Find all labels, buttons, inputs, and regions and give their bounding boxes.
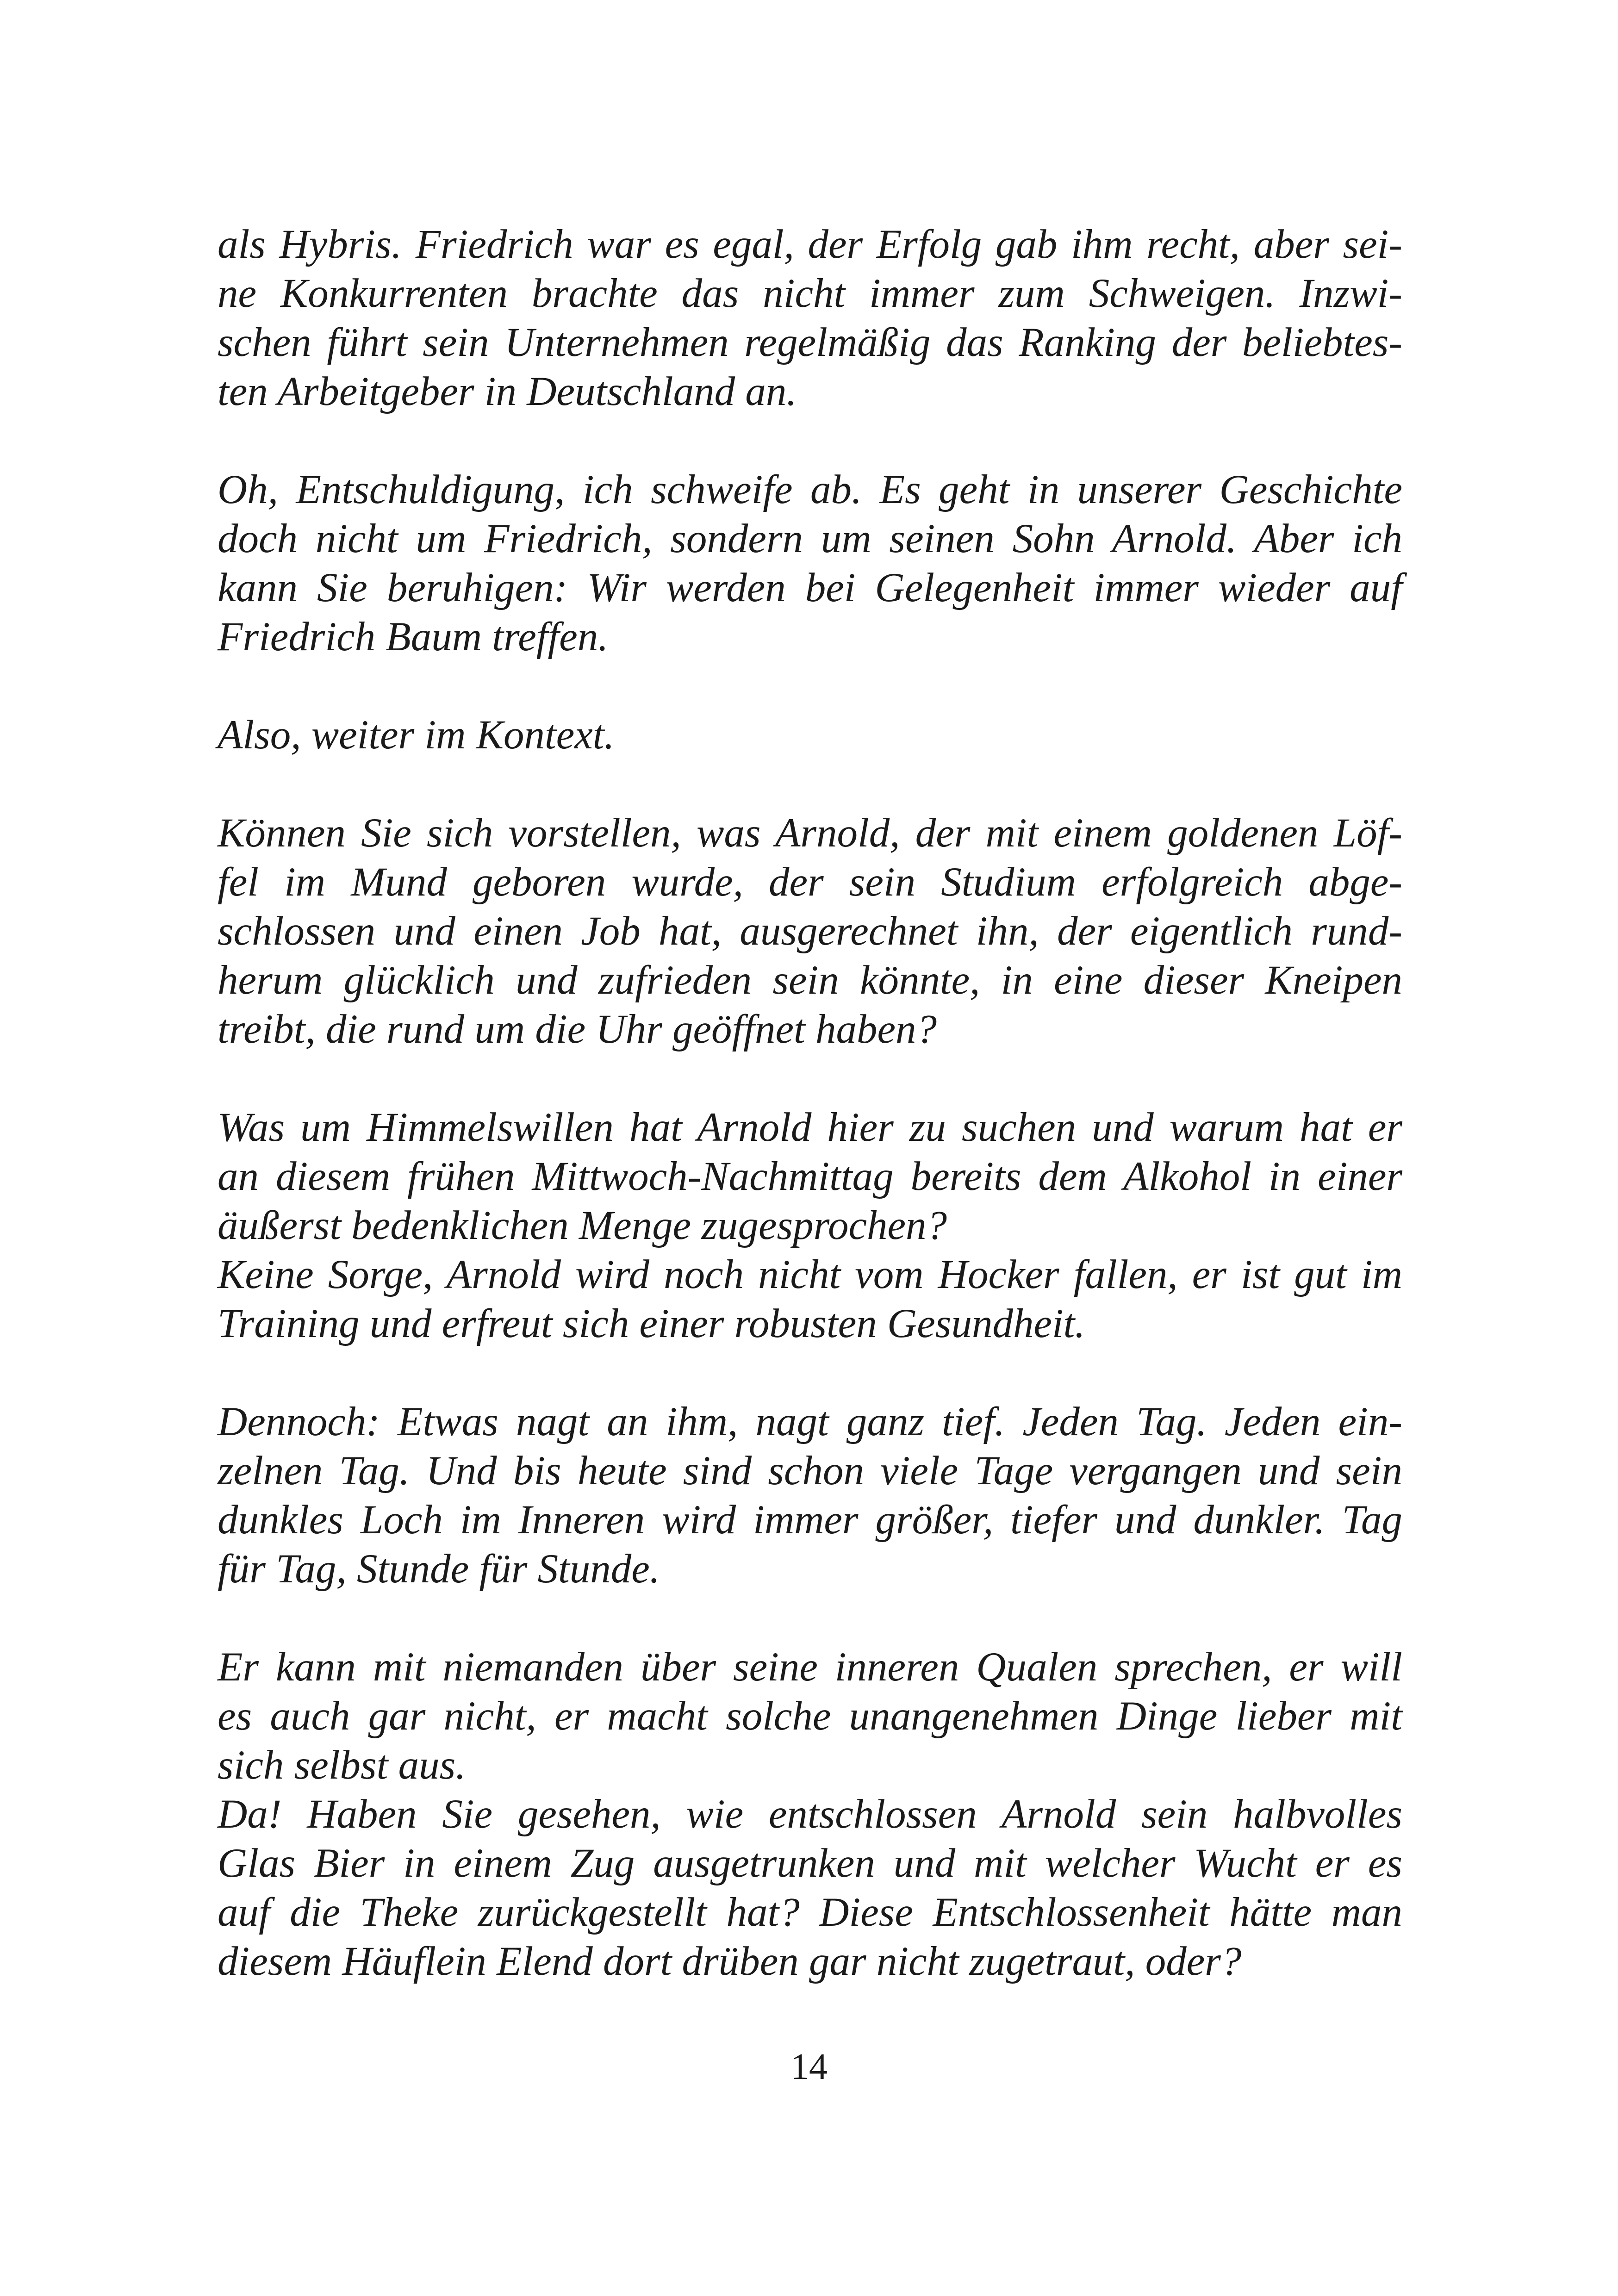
text-line: Friedrich Baum treffen. xyxy=(218,614,609,660)
text-line: Also, weiter im Kontext. xyxy=(218,712,615,758)
text-line: ne Konkurrenten brachte das nicht immer zum Schweigen. Inzwi- xyxy=(218,271,1402,316)
text-line: für Tag, Stunde für Stunde. xyxy=(218,1546,660,1592)
paragraph-9 xyxy=(218,1790,1402,1986)
text-line: ten Arbeitgeber in Deutschland an. xyxy=(218,369,797,414)
text-line: kann Sie beruhigen: Wir werden bei Gelegenheit immer wieder auf xyxy=(218,565,1402,610)
paragraph-8 xyxy=(218,1643,1402,1790)
text-line: dunkles Loch im Inneren wird immer größer, tiefer und dunkler. Tag xyxy=(218,1497,1402,1543)
text-line: treibt, die rund um die Uhr geöffnet haben? xyxy=(218,1007,937,1052)
text-line: Oh, Entschuldigung, ich schweife ab. Es geht in unserer Geschichte xyxy=(218,467,1402,512)
text-line: Dennoch: Etwas nagt an ihm, nagt ganz tief. Jeden Tag. Jeden ein- xyxy=(218,1399,1402,1444)
text-line: Training und erfreut sich einer robusten Gesundheit. xyxy=(218,1301,1085,1346)
text-line: schlossen und einen Job hat, ausgerechnet ihn, der eigentlich rund- xyxy=(218,908,1402,954)
text-line: äußerst bedenklichen Menge zugesprochen? xyxy=(218,1203,947,1248)
text-line: herum glücklich und zufrieden sein könnte, in eine dieser Kneipen xyxy=(218,958,1402,1003)
paragraph-6 xyxy=(218,1250,1402,1348)
text-line: schen führt sein Unternehmen regelmäßig das Ranking der beliebtes- xyxy=(218,320,1402,365)
body-text xyxy=(218,220,1402,1986)
text-line: Können Sie sich vorstellen, was Arnold, der mit einem goldenen Löf- xyxy=(218,810,1402,856)
text-line: fel im Mund geboren wurde, der sein Studium erfolgreich abge- xyxy=(218,859,1402,905)
text-line: sich selbst aus. xyxy=(218,1742,466,1788)
paragraph-7 xyxy=(218,1397,1402,1593)
text-line: diesem Häuflein Elend dort drüben gar nicht zugetraut, oder? xyxy=(218,1939,1242,1984)
text-line: zelnen Tag. Und bis heute sind schon viele Tage vergangen und sein xyxy=(218,1448,1402,1493)
paragraph-4 xyxy=(218,809,1402,1054)
paragraph-1 xyxy=(218,220,1402,416)
text-line: Da! Haben Sie gesehen, wie entschlossen Arnold sein halbvolles xyxy=(218,1792,1402,1837)
page-number: 14 xyxy=(790,2047,828,2087)
text-line: als Hybris. Friedrich war es egal, der Erfolg gab ihm recht, aber sei- xyxy=(218,222,1402,267)
text-line: Er kann mit niemanden über seine inneren Qualen sprechen, er will xyxy=(218,1644,1402,1690)
paragraph-5 xyxy=(218,1103,1402,1250)
text-line: Was um Himmelswillen hat Arnold hier zu suchen und warum hat er xyxy=(218,1105,1402,1150)
text-line: an diesem frühen Mittwoch-Nachmittag bereits dem Alkohol in einer xyxy=(218,1154,1402,1199)
text-line: es auch gar nicht, er macht solche unangenehmen Dinge lieber mit xyxy=(218,1693,1402,1739)
paragraph-2 xyxy=(218,465,1402,661)
text-line: Glas Bier in einem Zug ausgetrunken und mit welcher Wucht er es xyxy=(218,1841,1402,1886)
text-line: doch nicht um Friedrich, sondern um seinen Sohn Arnold. Aber ich xyxy=(218,516,1402,561)
text-line: Keine Sorge, Arnold wird noch nicht vom Hocker fallen, er ist gut im xyxy=(218,1252,1402,1297)
text-line: auf die Theke zurückgestellt hat? Diese Entschlossenheit hätte man xyxy=(218,1890,1402,1935)
paragraph-3 xyxy=(218,710,1402,759)
